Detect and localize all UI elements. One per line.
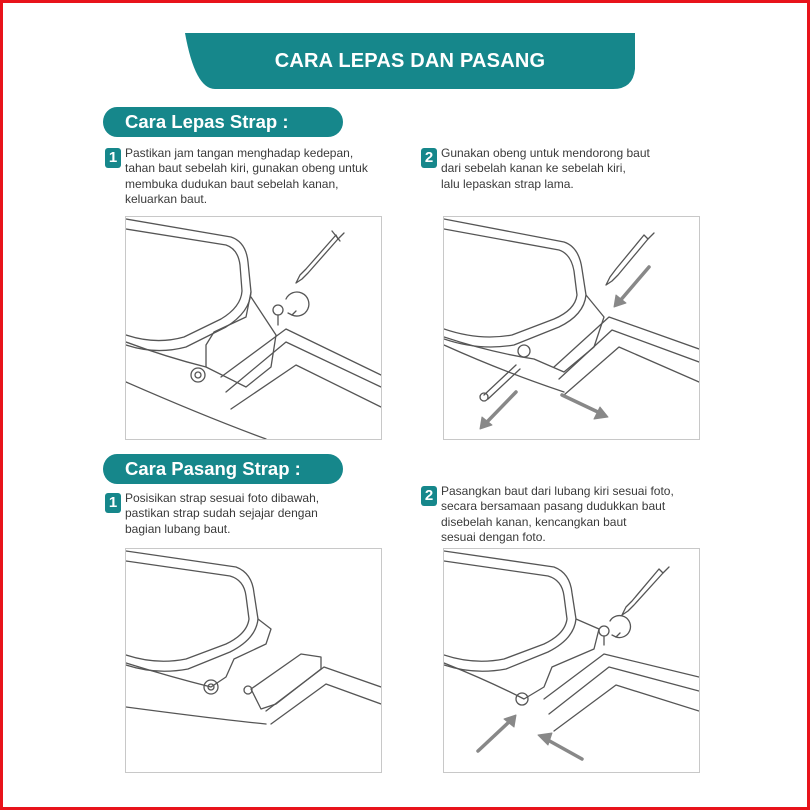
section-header-remove [103, 107, 343, 137]
section-title: Cara Pasang Strap : [125, 458, 301, 479]
screw-icon [599, 616, 630, 645]
watch-body-drawing [444, 551, 599, 705]
section-header-install [103, 454, 343, 484]
step-instruction: Gunakan obeng untuk mendorong baut dari sebelah kanan ke sebelah kiri, lalu lepaskan strap lama. [441, 146, 650, 191]
step-instruction: Posisikan strap sesuai foto dibawah, pastikan strap sudah sejajar dengan bagian lubang baut. [125, 491, 320, 536]
step-instruction: Pastikan jam tangan menghadap kedepan, tahan baut sebelah kiri, gunakan obeng untuk membuka dudukan baut sebelah kanan, keluarkan baut. [125, 146, 368, 206]
section-title: Cara Lepas Strap : [125, 111, 289, 132]
arrow-icon [478, 715, 516, 751]
screwdriver-icon [296, 231, 344, 283]
strap-drawing [544, 654, 699, 731]
strap-drawing [126, 654, 381, 724]
watch-body-drawing [126, 551, 271, 694]
page-title: CARA LEPAS DAN PASANG [274, 50, 546, 72]
screw-icon [273, 292, 309, 325]
arrow-icon [562, 395, 608, 419]
arrow-icon [538, 733, 582, 759]
illustration-remove-step-1 [125, 216, 382, 440]
strap-drawing [444, 317, 699, 395]
title-banner [185, 31, 635, 91]
step-number-badge: 1 [105, 148, 121, 168]
strap-drawing [126, 329, 381, 439]
step-number-badge: 2 [421, 148, 437, 168]
watch-body-drawing [444, 219, 604, 372]
step-instruction: Pasangkan baut dari lubang kiri sesuai foto, secara bersamaan pasang dudukkan baut disebelah kanan, kencangkan baut sesuai dengan foto. [441, 484, 674, 544]
screwdriver-icon [622, 567, 669, 615]
illustration-install-step-1 [125, 548, 382, 773]
illustration-remove-step-2 [443, 216, 700, 440]
illustration-install-step-2 [443, 548, 700, 773]
watch-body-drawing [126, 219, 276, 387]
arrow-icon [480, 392, 516, 429]
step-number-badge: 1 [105, 493, 121, 513]
screwdriver-icon [606, 233, 654, 285]
step-number-badge: 2 [421, 486, 437, 506]
